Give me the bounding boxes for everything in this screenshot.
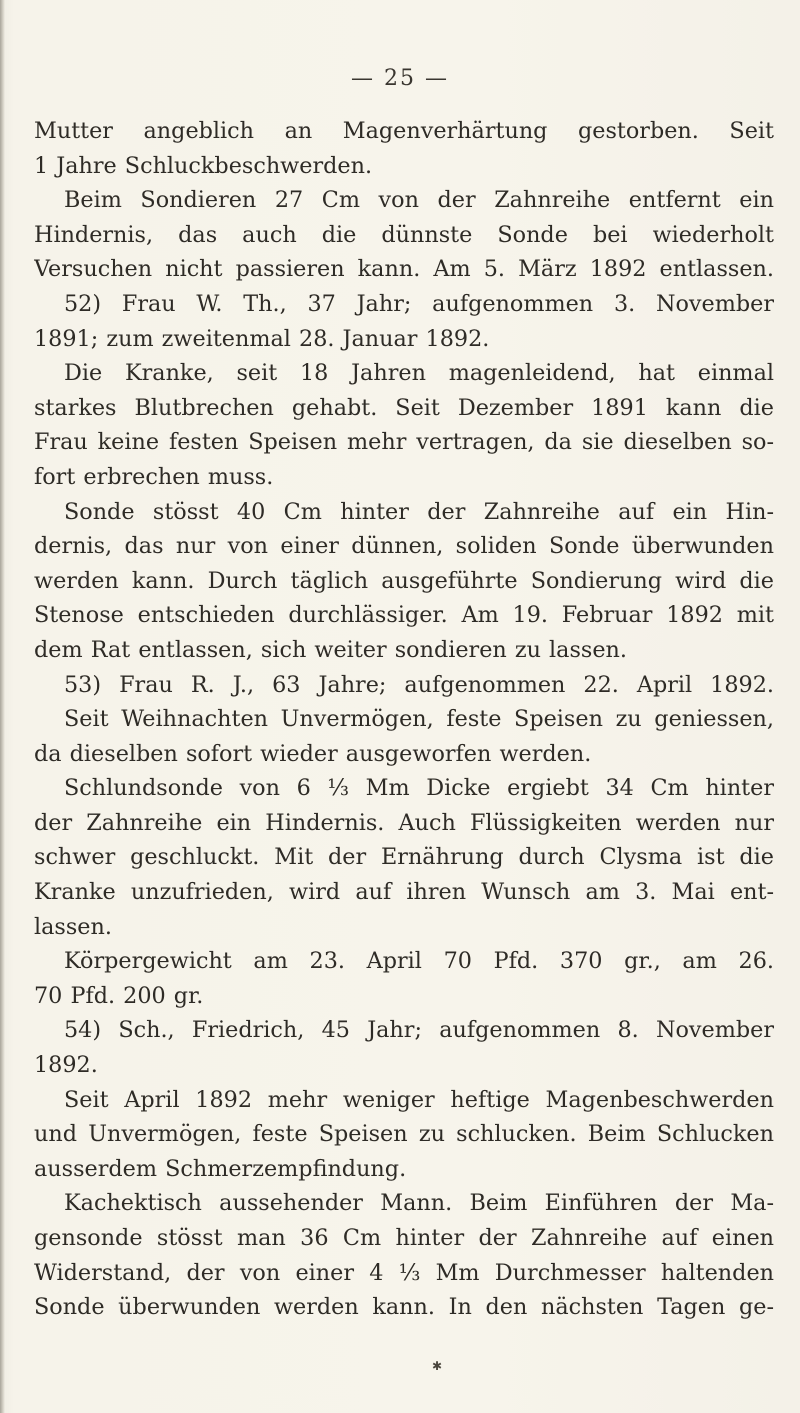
text-line: ausserdem Schmerzempfindung. [34, 1155, 407, 1182]
text-line: Körpergewicht am 23. April 70 Pfd. 370 gr., am 26. [64, 948, 774, 975]
text-line: gensonde stösst man 36 Cm hinter der Zahnreihe auf einen [34, 1225, 774, 1251]
text-line: dernis, das nur von einer dünnen, soliden Sonde überwunden [34, 533, 774, 560]
text-line: Beim Sondieren 27 Cm von der Zahnreihe entfernt ein [64, 187, 774, 214]
text-line: Versuchen nicht passieren kann. Am 5. März 1892 entlassen. [34, 256, 774, 283]
body-text [34, 114, 774, 1325]
text-line: Schlundsonde von 6 ⅓ Mm Dicke ergiebt 34 Cm hinter [64, 775, 774, 802]
text-line: fort erbrechen muss. [34, 463, 274, 490]
text-line: 70 Pfd. 200 gr. [34, 982, 204, 1009]
text-line: 1 Jahre Schluckbeschwerden. [34, 152, 373, 179]
text-line: lassen. [34, 913, 112, 940]
text-line: Stenose entschieden durchlässiger. Am 19. Februar 1892 mit [34, 602, 774, 629]
text-line: starkes Blutbrechen gehabt. Seit Dezember 1891 kann die [34, 394, 774, 421]
ink-speck-icon: ✱ [432, 1359, 443, 1373]
text-line: Kranke unzufrieden, wird auf ihren Wunsch am 3. Mai ent- [34, 879, 774, 906]
text-line: 53) Frau R. J., 63 Jahre; aufgenommen 22. April 1892. [64, 671, 774, 698]
text-line: da dieselben sofort wieder ausgeworfen werden. [34, 740, 592, 767]
text-line: Kachektisch aussehender Mann. Beim Einführen der Ma- [64, 1190, 774, 1217]
text-line: Sonde überwunden werden kann. In den nächsten Tagen ge- [34, 1294, 774, 1321]
text-line: 52) Frau W. Th., 37 Jahr; aufgenommen 3. November [64, 290, 774, 317]
text-line: Seit Weihnachten Unvermögen, feste Speisen zu geniessen, [64, 706, 774, 733]
page-number: — 25 — [351, 66, 449, 91]
text-line: und Unvermögen, feste Speisen zu schlucken. Beim Schlucken [34, 1121, 774, 1148]
text-line: der Zahnreihe ein Hindernis. Auch Flüssigkeiten werden nur [34, 809, 774, 836]
text-line: Widerstand, der von einer 4 ⅓ Mm Durchmesser haltenden [34, 1259, 774, 1286]
text-line: Sonde stösst 40 Cm hinter der Zahnreihe auf ein Hin- [64, 498, 774, 525]
text-line: 1892. [34, 1052, 98, 1079]
text-line: werden kann. Durch täglich ausgeführte Sondierung wird die [34, 567, 774, 594]
text-line: Seit April 1892 mehr weniger heftige Magenbeschwerden [64, 1086, 774, 1113]
text-line: 54) Sch., Friedrich, 45 Jahr; aufgenommen 8. November [64, 1017, 774, 1044]
text-line: schwer geschluckt. Mit der Ernährung durch Clysma ist die [34, 844, 774, 871]
page-binding-edge [0, 0, 5, 1413]
text-line: Hindernis, das auch die dünnste Sonde bei wiederholt [34, 221, 774, 248]
text-line: 1891; zum zweitenmal 28. Januar 1892. [34, 325, 490, 352]
text-line: dem Rat entlassen, sich weiter sondieren zu lassen. [34, 636, 627, 663]
text-line: Frau keine festen Speisen mehr vertragen, da sie dieselben so- [34, 429, 774, 456]
text-line: Mutter angeblich an Magenverhärtung gestorben. Seit [34, 118, 774, 144]
text-line: Die Kranke, seit 18 Jahren magenleidend, hat einmal [64, 360, 774, 387]
